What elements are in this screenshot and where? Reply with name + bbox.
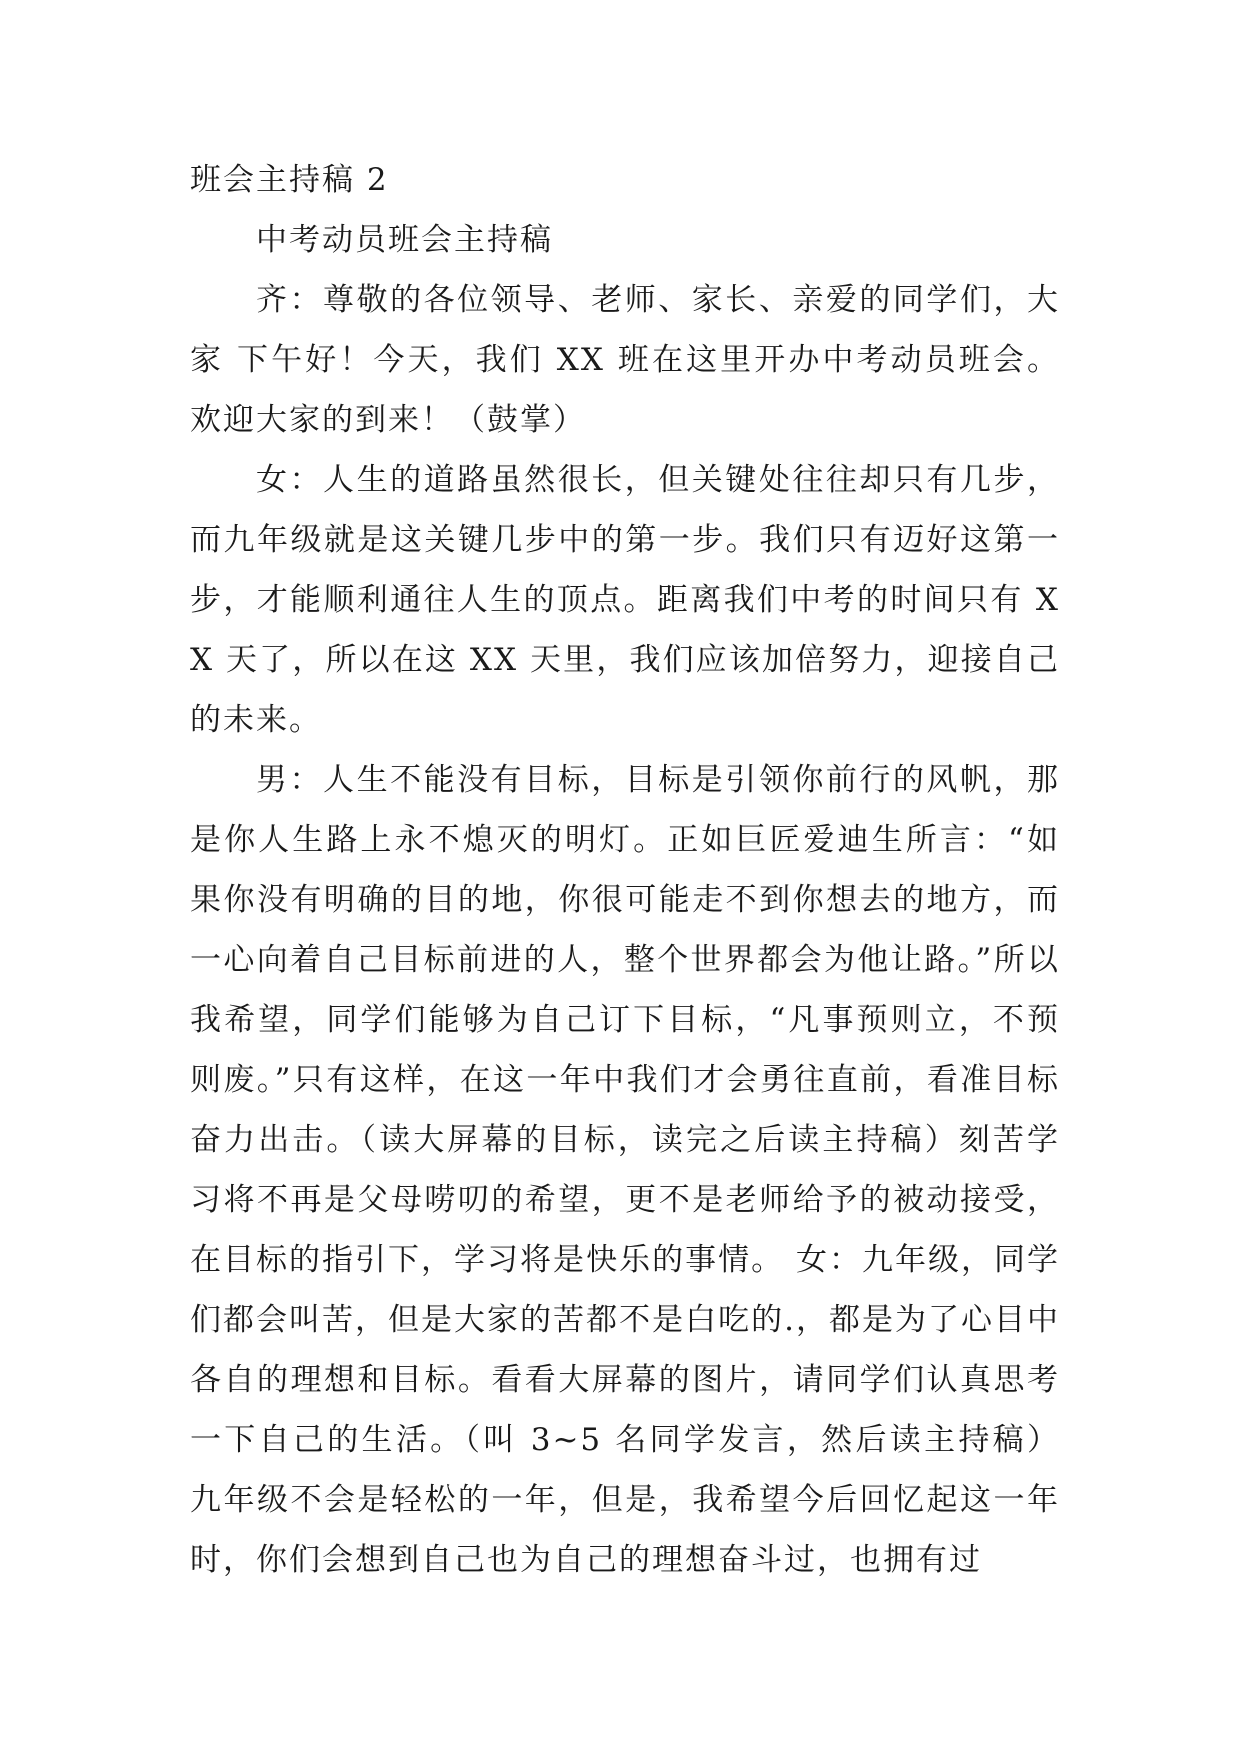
paragraph-female-host: 女：人生的道路虽然很长，但关键处往往却只有几步，而九年级就是这关键几步中的第一步。我们只有迈好这第一步，才能顺利通往人生的顶点。距离我们中考的时间只有 XX 天了，所以在这 XX 天里，我们应该加倍努力，迎接自己的未来。 bbox=[190, 462, 1060, 738]
paragraph-male-host: 男：人生不能没有目标，目标是引领你前行的风帆，那是你人生路上永不熄灭的明灯。正如巨匠爱迪生所言：“如果你没有明确的目的地，你很可能走不到你想去的地方，而一心向着自己目标前进的人，整个世界都会为他让路。”所以我希望，同学们能够为自己订下目标，“凡事预则立，不预则废。”只有这样，在这一年中我们才会勇往直前，看准目标奋力出击。（读大屏幕的目标，读完之后读主持稿）刻苦学习将不再是父母唠叨的希望，更不是老师给予的被动接受，在目标的指引下，学习将是快乐的事情。 女：九年级，同学们都会叫苦，但是大家的苦都不是白吃的.，都是为了心目中各自的理想和目标。看看大屏幕的图片，请同学们认真思考一下自己的生活。（叫 3~5 名同学发言，然后读主持稿）九年级不会是轻松的一年，但是，我希望今后回忆起这一年时，你们会想到自己也为自己的理想奋斗过，也拥有过 bbox=[190, 762, 1060, 1578]
document-body bbox=[190, 150, 1060, 1590]
document-title: 班会主持稿 2 bbox=[190, 162, 389, 198]
paragraph-opening: 齐：尊敬的各位领导、老师、家长、亲爱的同学们，大家 下午好！今天，我们 XX 班在这里开办中考动员班会。欢迎大家的到来！（鼓掌） bbox=[190, 282, 1060, 438]
document-subtitle: 中考动员班会主持稿 bbox=[256, 222, 553, 258]
